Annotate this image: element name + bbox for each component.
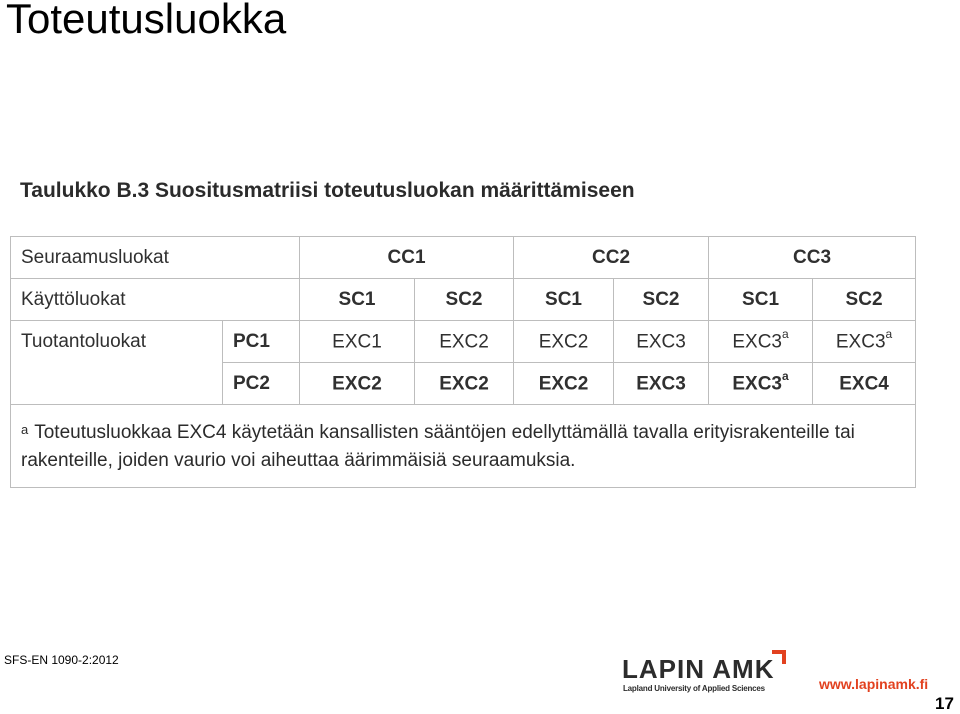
- footnote-text: Toteutusluokkaa EXC4 käytetään kansallisten sääntöjen edellyttämällä tavalla erityisrakenteille tai rakenteille, joiden vaurio voi aiheuttaa äärimmäisiä seuraamuksia.: [21, 422, 855, 471]
- logo-wordmark: LAPIN AMK: [622, 654, 775, 684]
- footnote-marker: a: [21, 422, 29, 437]
- footnote-row: [11, 405, 916, 488]
- exc-cell: EXC2: [300, 363, 415, 405]
- exc-cell: EXC1: [300, 321, 415, 363]
- production-label: Tuotantoluokat: [11, 321, 223, 405]
- consequence-label: Seuraamusluokat: [11, 237, 300, 279]
- consequence-row: [11, 237, 916, 279]
- logo-subtitle: Lapland University of Applied Sciences: [623, 684, 765, 693]
- service-label: Käyttöluokat: [11, 279, 300, 321]
- exc-cell: EXC2: [514, 363, 614, 405]
- sc-header: SC2: [614, 279, 709, 321]
- cc2-header: CC2: [514, 237, 709, 279]
- exc-cell: EXC3: [614, 321, 709, 363]
- exc-cell: EXC3$^a$: [813, 321, 916, 363]
- cc1-header: CC1: [300, 237, 514, 279]
- exc-cell: EXC2: [415, 363, 514, 405]
- slide-title: Toteutusluokka: [6, 0, 287, 42]
- cc3-header: CC3: [709, 237, 916, 279]
- page-number: 17: [935, 694, 954, 713]
- exc-cell: EXC4: [813, 363, 916, 405]
- sc-header: SC2: [813, 279, 916, 321]
- pc1-row: [11, 321, 916, 363]
- sc-header: SC1: [514, 279, 614, 321]
- table-footnote: [11, 405, 916, 488]
- exc-cell: EXC3$^a$: [709, 321, 813, 363]
- exc-cell: EXC3: [614, 363, 709, 405]
- sc-header: SC2: [415, 279, 514, 321]
- source-reference: SFS-EN 1090-2:2012: [4, 653, 119, 667]
- service-row: [11, 279, 916, 321]
- execution-class-matrix: [10, 236, 916, 488]
- sc-header: SC1: [709, 279, 813, 321]
- sc-header: SC1: [300, 279, 415, 321]
- website-link[interactable]: www.lapinamk.fi: [819, 676, 929, 692]
- exc-cell: EXC2: [514, 321, 614, 363]
- pc1-label: PC1: [223, 321, 300, 363]
- lapin-amk-logo: [622, 650, 787, 694]
- logo-bracket-icon: [772, 650, 786, 664]
- exc-cell: EXC3$^a$: [709, 363, 813, 405]
- pc2-label: PC2: [223, 363, 300, 405]
- table-caption: Taulukko B.3 Suositusmatriisi toteutusluokan määrittämiseen: [20, 179, 635, 202]
- exc-cell: EXC2: [415, 321, 514, 363]
